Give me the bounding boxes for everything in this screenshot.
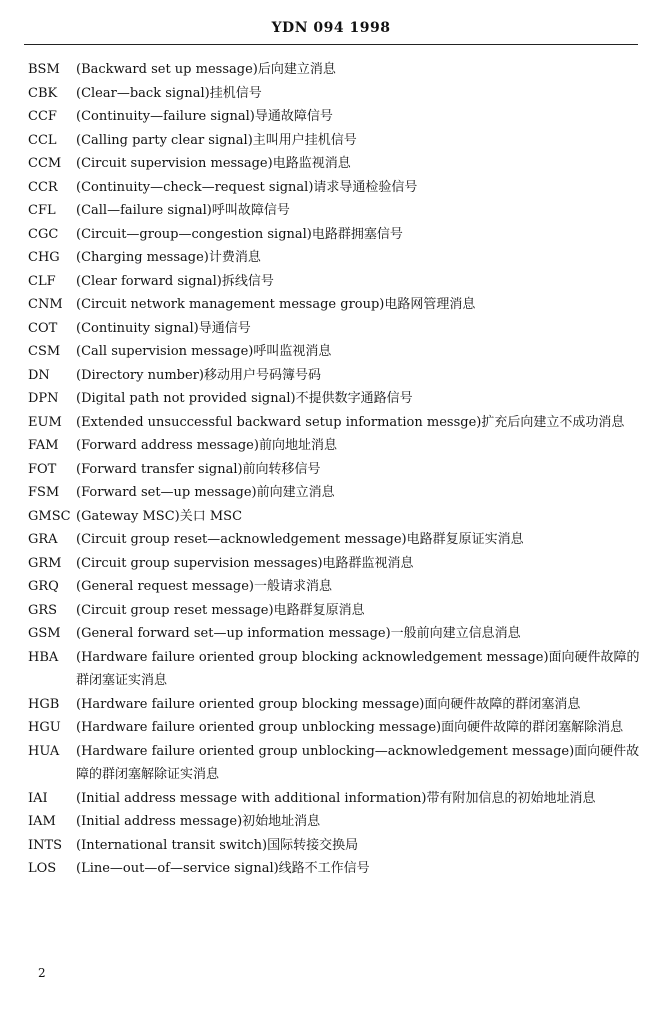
entry-abbreviation: DN bbox=[28, 367, 50, 383]
entry-abbreviation: CFL bbox=[28, 203, 56, 218]
entry-abbreviation: CCF bbox=[28, 109, 57, 124]
abbreviation-entry bbox=[28, 505, 640, 529]
entry-definition: (Call—failure signal)呼叫故障信号 bbox=[76, 203, 290, 218]
entry-definition: (Continuity—check—request signal)请求导通检验信号 bbox=[76, 179, 418, 195]
abbreviation-entry bbox=[28, 270, 640, 294]
entry-abbreviation: LOS bbox=[28, 861, 57, 876]
abbreviation-entry bbox=[28, 434, 640, 458]
abbreviation-entry bbox=[28, 810, 640, 834]
entry-abbreviation: GMSC bbox=[28, 508, 71, 524]
entry-definition: (General forward set—up information message)一般前向建立信息消息 bbox=[76, 626, 521, 641]
entry-definition: (Initial address message with additional information)带有附加信息的初始地址消息 bbox=[76, 790, 596, 806]
entry-abbreviation: CBK bbox=[28, 85, 58, 101]
entry-definition: (International transit switch)国际转接交换局 bbox=[76, 837, 359, 853]
abbreviation-entry bbox=[28, 387, 640, 411]
entry-abbreviation: CCM bbox=[28, 156, 62, 171]
entry-definition: (Continuity—failure signal)导通故障信号 bbox=[76, 109, 333, 124]
entry-abbreviation: IAI bbox=[28, 790, 48, 806]
abbreviation-entry bbox=[28, 176, 640, 200]
entry-abbreviation: CNM bbox=[28, 297, 63, 312]
abbreviation-entry bbox=[28, 458, 640, 482]
header-divider bbox=[24, 44, 638, 45]
entry-definition: (Forward transfer signal)前向转移信号 bbox=[76, 461, 321, 477]
abbreviation-entry bbox=[28, 152, 640, 176]
entry-abbreviation: HUA bbox=[28, 743, 60, 759]
entry-definition: (Forward set—up message)前向建立消息 bbox=[76, 485, 335, 500]
entry-abbreviation: HBA bbox=[28, 649, 59, 665]
entry-definition: (Hardware failure oriented group unblocking message)面向硬件故障的群闭塞解除消息 bbox=[76, 720, 624, 735]
entry-abbreviation: CLF bbox=[28, 273, 56, 289]
entry-definition: (Forward address message)前向地址消息 bbox=[76, 438, 337, 453]
entry-abbreviation: GRM bbox=[28, 555, 62, 571]
abbreviation-entry bbox=[28, 199, 640, 223]
entry-abbreviation: CCL bbox=[28, 132, 57, 148]
abbreviation-entry bbox=[28, 58, 640, 82]
entry-definition: (Circuit—group—congestion signal)电路群拥塞信号 bbox=[76, 226, 403, 242]
entry-abbreviation: CCR bbox=[28, 179, 58, 195]
abbreviation-entry bbox=[28, 528, 640, 552]
abbreviation-entry bbox=[28, 716, 640, 740]
entry-definition: (Charging message)计费消息 bbox=[76, 250, 261, 265]
abbreviation-entry bbox=[28, 481, 640, 505]
entry-definition: (Circuit network management message group)电路网管理消息 bbox=[76, 297, 476, 312]
abbreviation-entry bbox=[28, 646, 640, 693]
entry-definition: (Circuit group reset message)电路群复原消息 bbox=[76, 602, 365, 618]
abbreviation-entry bbox=[28, 693, 640, 717]
entry-definition: (Calling party clear signal)主叫用户挂机信号 bbox=[76, 132, 357, 148]
entry-abbreviation: GSM bbox=[28, 626, 61, 641]
entry-abbreviation: GRQ bbox=[28, 579, 59, 594]
abbreviation-list bbox=[28, 58, 640, 881]
entry-abbreviation: HGB bbox=[28, 696, 60, 712]
entry-definition: (Circuit group reset—acknowledgement message)电路群复原证实消息 bbox=[76, 532, 524, 547]
abbreviation-entry bbox=[28, 340, 640, 364]
abbreviation-entry bbox=[28, 599, 640, 623]
abbreviation-entry bbox=[28, 293, 640, 317]
entry-abbreviation: CHG bbox=[28, 250, 60, 265]
entry-abbreviation: DPN bbox=[28, 391, 59, 406]
entry-definition: (Initial address message)初始地址消息 bbox=[76, 814, 321, 829]
entry-definition: (Clear forward signal)拆线信号 bbox=[76, 273, 274, 289]
abbreviation-entry bbox=[28, 223, 640, 247]
abbreviation-entry bbox=[28, 82, 640, 106]
entry-abbreviation: EUM bbox=[28, 414, 62, 430]
document-header: YDN 094 1998 bbox=[271, 20, 391, 36]
abbreviation-entry bbox=[28, 857, 640, 881]
entry-abbreviation: BSM bbox=[28, 62, 60, 77]
entry-abbreviation: IAM bbox=[28, 814, 56, 829]
entry-definition: (Directory number)移动用户号码簿号码 bbox=[76, 367, 321, 383]
entry-definition: (Digital path not provided signal)不提供数字通路信号 bbox=[76, 391, 413, 406]
entry-definition: (Call supervision message)呼叫监视消息 bbox=[76, 344, 332, 359]
abbreviation-entry bbox=[28, 105, 640, 129]
entry-definition: (Backward set up message)后向建立消息 bbox=[76, 62, 336, 77]
entry-abbreviation: FOT bbox=[28, 461, 57, 477]
entry-definition: (Clear—back signal)挂机信号 bbox=[76, 85, 262, 101]
entry-definition: (Extended unsuccessful backward setup information messge)扩充后向建立不成功消息 bbox=[76, 414, 625, 430]
entry-abbreviation: FAM bbox=[28, 438, 59, 453]
entry-definition: (Hardware failure oriented group unblocking—acknowledgement message)面向硬件故障的群闭塞解除证实消息 bbox=[76, 743, 640, 782]
entry-abbreviation: CSM bbox=[28, 344, 61, 359]
entry-abbreviation: INTS bbox=[28, 837, 63, 853]
entry-definition: (General request message)一般请求消息 bbox=[76, 579, 332, 594]
abbreviation-entry bbox=[28, 552, 640, 576]
abbreviation-entry bbox=[28, 740, 640, 787]
entry-abbreviation: HGU bbox=[28, 720, 61, 735]
abbreviation-entry bbox=[28, 575, 640, 599]
entry-definition: (Circuit supervision message)电路监视消息 bbox=[76, 156, 351, 171]
entry-abbreviation: FSM bbox=[28, 485, 60, 500]
entry-abbreviation: GRS bbox=[28, 602, 58, 618]
entry-definition: (Gateway MSC)关口 MSC bbox=[76, 508, 243, 524]
entry-definition: (Line—out—of—service signal)线路不工作信号 bbox=[76, 861, 370, 876]
abbreviation-entry bbox=[28, 317, 640, 341]
entry-abbreviation: CGC bbox=[28, 226, 59, 242]
abbreviation-entry bbox=[28, 834, 640, 858]
abbreviation-entry bbox=[28, 411, 640, 435]
abbreviation-entry bbox=[28, 129, 640, 153]
entry-abbreviation: COT bbox=[28, 320, 58, 336]
entry-definition: (Hardware failure oriented group blocking message)面向硬件故障的群闭塞消息 bbox=[76, 696, 581, 712]
entry-definition: (Continuity signal)导通信号 bbox=[76, 320, 251, 336]
entry-abbreviation: GRA bbox=[28, 532, 58, 547]
abbreviation-entry bbox=[28, 787, 640, 811]
abbreviation-entry bbox=[28, 622, 640, 646]
abbreviation-entry bbox=[28, 246, 640, 270]
page-number: 2 bbox=[38, 966, 46, 980]
abbreviation-entry bbox=[28, 364, 640, 388]
entry-definition: (Circuit group supervision messages)电路群监视消息 bbox=[76, 555, 414, 571]
entry-definition: (Hardware failure oriented group blocking acknowledgement message)面向硬件故障的群闭塞证实消息 bbox=[76, 649, 640, 688]
